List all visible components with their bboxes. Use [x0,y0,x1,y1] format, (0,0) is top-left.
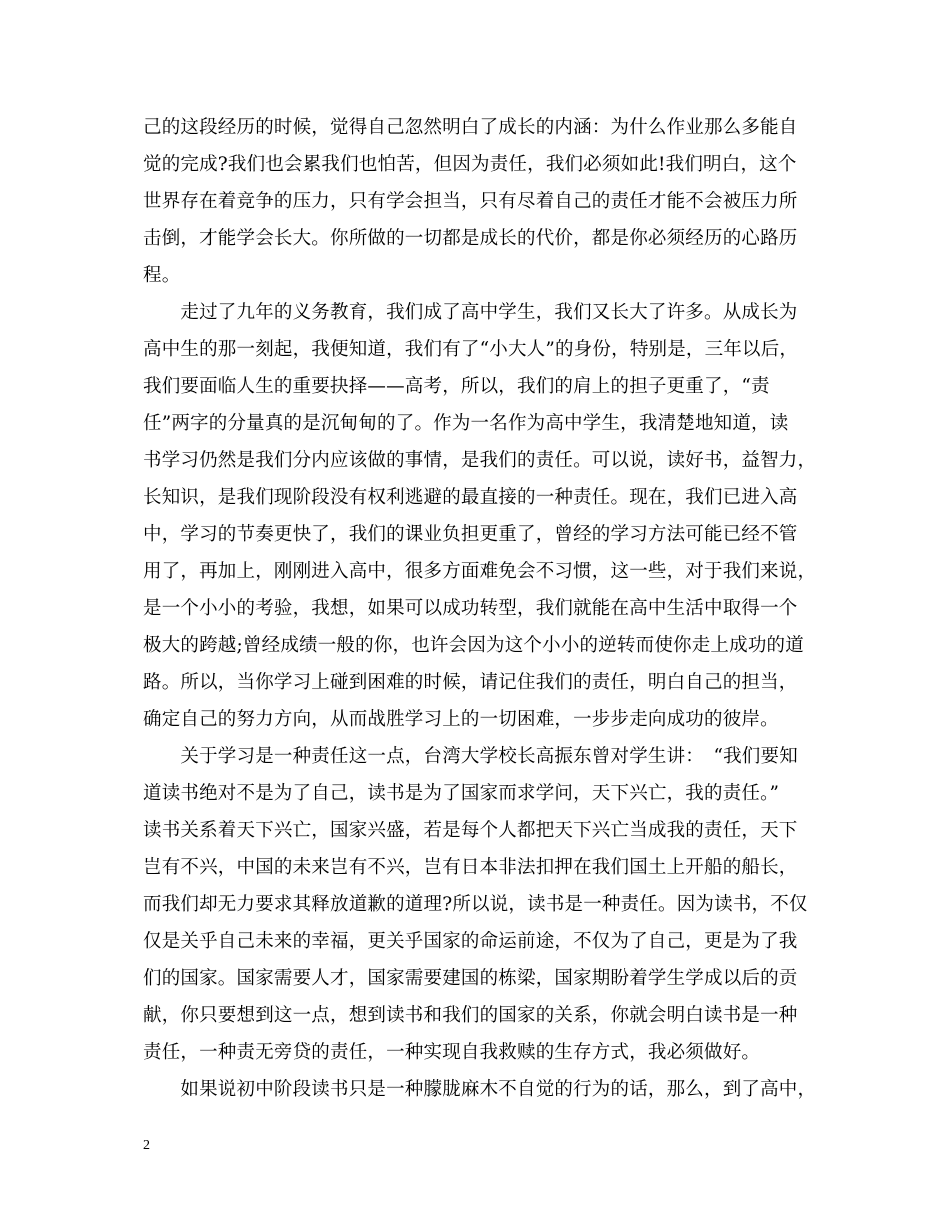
text-line: 极大的跨越;曾经成绩一般的你，也许会因为这个小小的逆转而使你走上成功的道 [143,635,804,656]
text-line: 献，你只要想到这一点，想到读书和我们的国家的关系，你就会明白读书是一种 [143,1005,798,1026]
text-line: 如果说初中阶段读书只是一种朦胧麻木不自觉的行为的话，那么，到了高中， [143,1079,817,1100]
text-line: 路。所以，当你学习上碰到困难的时候，请记住我们的责任，明白自己的担当， [143,672,798,693]
text-line: 责任，一种责无旁贷的责任，一种实现自我救赎的生存方式，我必须做好。 [143,1042,761,1063]
text-line: 确定自己的努力方向，从而战胜学习上的一切困难，一步步走向成功的彼岸。 [143,709,779,730]
text-line: 我们要面临人生的重要抉择——高考，所以，我们的肩上的担子更重了，“责 [143,376,770,397]
text-line: 是一个小小的考验，我想，如果可以成功转型，我们就能在高中生活中取得一个 [143,598,798,619]
text-line: 岂有不兴，中国的未来岂有不兴，岂有日本非法扣押在我们国土上开船的船长， [143,857,798,878]
page-number: 2 [143,1138,150,1153]
text-line: 而我们却无力要求其释放道歉的道理?所以说，读书是一种责任。因为读书，不仅 [143,894,808,915]
text-line: 用了，再加上，刚刚进入高中，很多方面难免会不习惯，这一些，对于我们来说， [143,561,817,582]
text-line: 书学习仍然是我们分内应该做的事情，是我们的责任。可以说，读好书，益智力， [143,450,817,471]
text-line: 们的国家。国家需要人才，国家需要建国的栋梁，国家期盼着学生学成以后的贡 [143,968,798,989]
text-line: 道读书绝对不是为了自己，读书是为了国家而求学问，天下兴亡，我的责任。” [143,783,780,804]
text-line: 觉的完成?我们也会累我们也怕苦，但因为责任，我们必须如此!我们明白，这个 [143,154,797,175]
text-line: 关于学习是一种责任这一点，台湾大学校长高振东曾对学生讲： “我们要知 [143,746,798,767]
text-line: 走过了九年的义务教育，我们成了高中学生，我们又长大了许多。从成长为 [143,302,798,323]
text-line: 高中生的那一刻起，我便知道，我们有了“小大人”的身份，特别是，三年以后， [143,339,799,360]
text-line: 程。 [143,265,181,286]
text-line: 长知识，是我们现阶段没有权利逃避的最直接的一种责任。现在，我们已进入高 [143,487,798,508]
text-line: 仅是关乎自己未来的幸福，更关乎国家的命运前途，不仅为了自己，更是为了我 [143,931,798,952]
text-line: 世界存在着竞争的压力，只有学会担当，只有尽着自己的责任才能不会被压力所 [143,191,798,212]
text-line: 己的这段经历的时候，觉得自己忽然明白了成长的内涵：为什么作业那么多能自 [143,117,798,138]
text-line: 击倒，才能学会长大。你所做的一切都是成长的代价，都是你必须经历的心路历 [143,228,798,249]
text-line: 读书关系着天下兴亡，国家兴盛，若是每个人都把天下兴亡当成我的责任，天下 [143,820,798,841]
text-line: 中，学习的节奏更快了，我们的课业负担更重了，曾经的学习方法可能已经不管 [143,524,798,545]
text-line: 任”两字的分量真的是沉甸甸的了。作为一名作为高中学生，我清楚地知道，读 [143,413,789,434]
